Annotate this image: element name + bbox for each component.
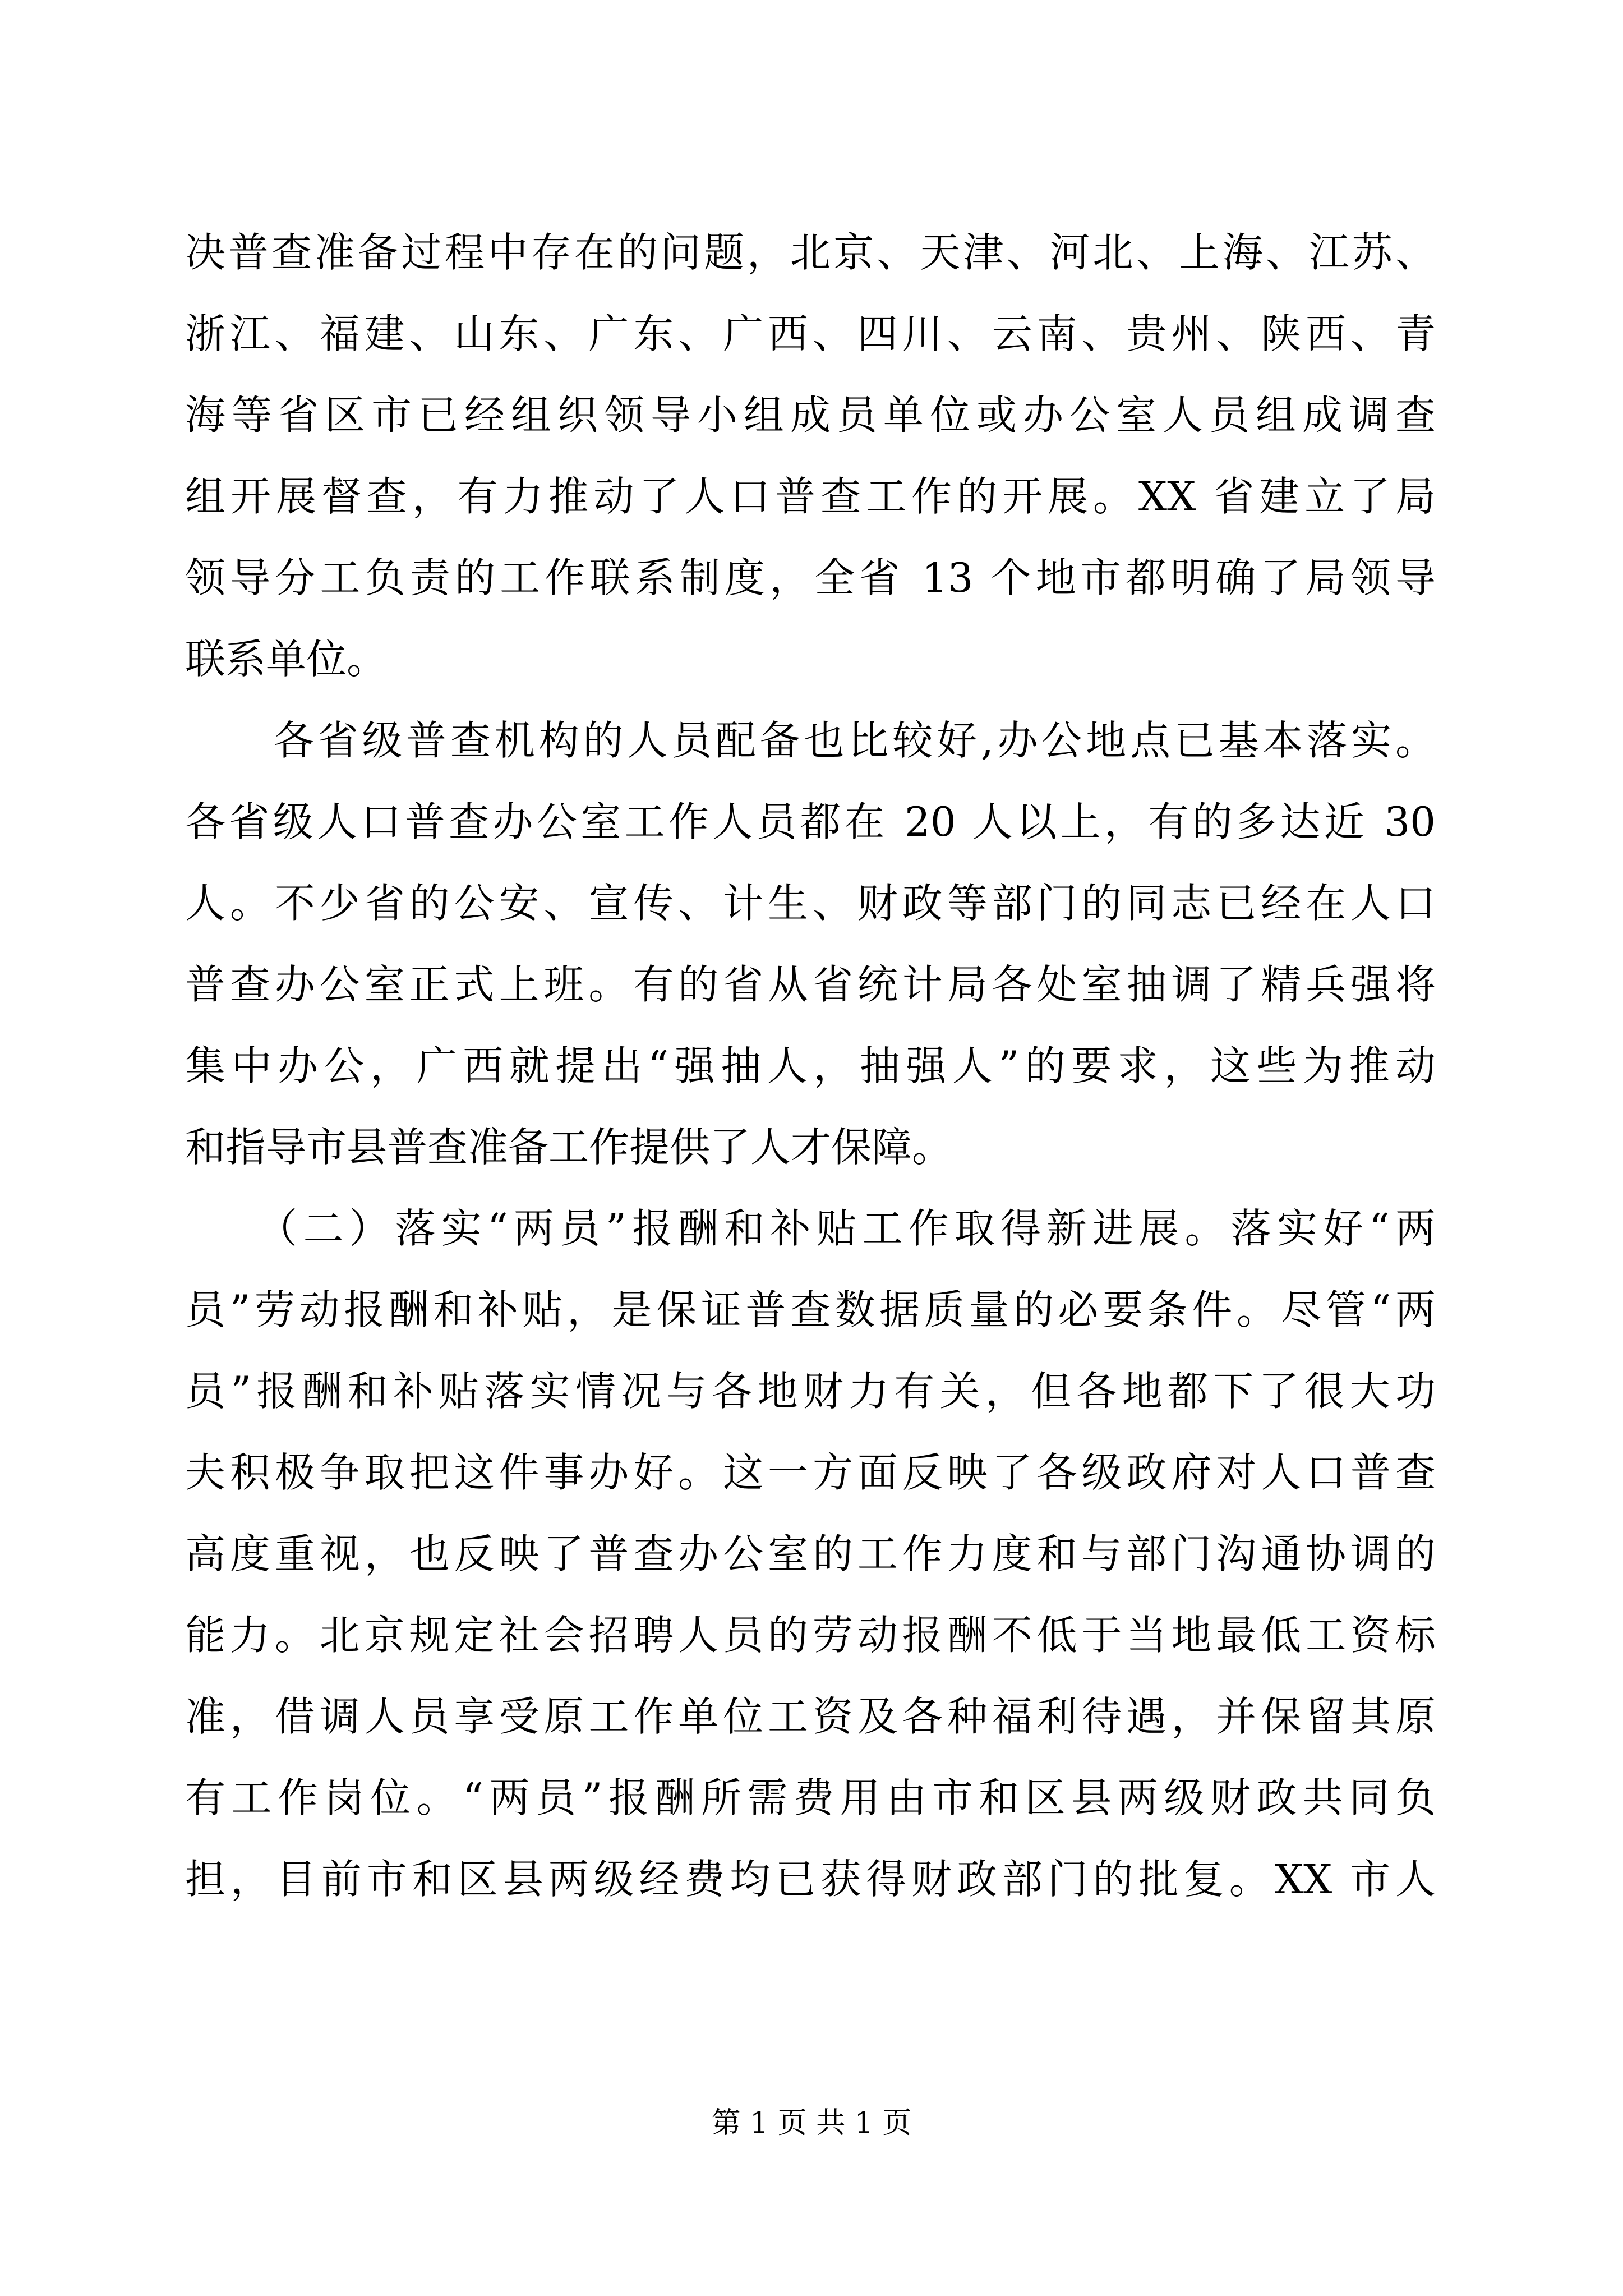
text-line: 有工作岗位。“两员”报酬所需费用由市和区县两级财政共同负 bbox=[185, 1774, 1436, 1821]
text-line: 高度重视，也反映了普查办公室的工作力度和与部门沟通协调的 bbox=[185, 1530, 1436, 1577]
text-line: 准，借调人员享受原工作单位工资及各种福利待遇，并保留其原 bbox=[185, 1693, 1436, 1740]
text-line: 和指导市县普查准备工作提供了人才保障。 bbox=[185, 1124, 953, 1171]
text-line: 各省级普查机构的人员配备也比较好,办公地点已基本落实。 bbox=[185, 717, 1436, 764]
text-line: 人。不少省的公安、宣传、计生、财政等部门的同志已经在人口 bbox=[185, 880, 1436, 927]
text-line: 领导分工负责的工作联系制度，全省 13 个地市都明确了局领导 bbox=[185, 554, 1436, 601]
text-line: 担，目前市和区县两级经费均已获得财政部门的批复。XX 市人 bbox=[185, 1856, 1436, 1903]
text-line: 决普查准备过程中存在的问题，北京、天津、河北、上海、江苏、 bbox=[185, 229, 1436, 276]
text-line: 各省级人口普查办公室工作人员都在 20 人以上，有的多达近 30 bbox=[185, 798, 1436, 845]
text-line: （二）落实“两员”报酬和补贴工作取得新进展。落实好“两 bbox=[185, 1205, 1436, 1252]
text-line: 集中办公，广西就提出“强抽人，抽强人”的要求，这些为推动 bbox=[185, 1042, 1436, 1089]
text-line: 海等省区市已经组织领导小组成员单位或办公室人员组成调查 bbox=[185, 392, 1436, 439]
text-line: 组开展督查，有力推动了人口普查工作的开展。XX 省建立了局 bbox=[185, 473, 1436, 520]
text-line: 员”报酬和补贴落实情况与各地财力有关，但各地都下了很大功 bbox=[185, 1368, 1436, 1415]
text-line: 员”劳动报酬和补贴，是保证普查数据质量的必要条件。尽管“两 bbox=[185, 1286, 1436, 1333]
text-line: 能力。北京规定社会招聘人员的劳动报酬不低于当地最低工资标 bbox=[185, 1612, 1436, 1659]
page-number-footer: 第 1 页 共 1 页 bbox=[711, 2106, 912, 2140]
text-line: 夫积极争取把这件事办好。这一方面反映了各级政府对人口普查 bbox=[185, 1449, 1436, 1496]
text-line: 浙江、福建、山东、广东、广西、四川、云南、贵州、陕西、青 bbox=[185, 310, 1436, 357]
text-line: 普查办公室正式上班。有的省从省统计局各处室抽调了精兵强将 bbox=[185, 961, 1436, 1008]
text-line: 联系单位。 bbox=[185, 636, 388, 683]
